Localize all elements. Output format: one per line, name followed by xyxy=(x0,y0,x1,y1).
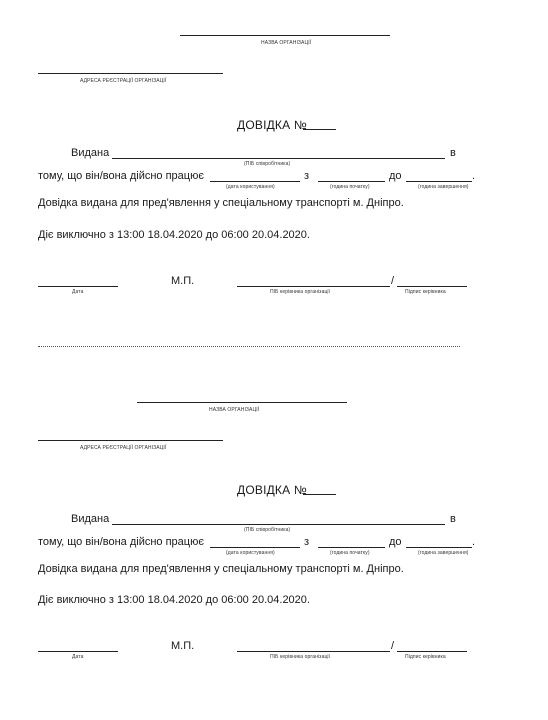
to-word: до xyxy=(389,170,402,182)
issued-label: Видана xyxy=(71,513,110,525)
org-address-caption: АДРЕСА РЕЄСТРАЦІЇ ОРГАНІЗАЦІЇ xyxy=(80,78,167,84)
start-time-caption: (година початку) xyxy=(330,550,370,556)
end-time-field[interactable] xyxy=(406,181,472,182)
usage-date-caption: (дата користування) xyxy=(226,550,275,556)
end-period: . xyxy=(472,536,476,548)
head-signature-field[interactable] xyxy=(397,651,467,652)
start-time-caption: (година початку) xyxy=(330,184,370,190)
certificate-form-1 xyxy=(0,0,548,300)
start-time-field[interactable] xyxy=(318,181,385,182)
validity-text: Діє виключно з 13:00 18.04.2020 до 06:00 20.04.2020. xyxy=(38,594,310,606)
head-signature-field[interactable] xyxy=(397,286,467,287)
employee-name-field[interactable] xyxy=(112,524,445,525)
date-sign-caption: Дата xyxy=(72,654,84,660)
validity-text: Діє виключно з 13:00 18.04.2020 до 06:00 20.04.2020. xyxy=(38,229,310,241)
head-signature-caption: Підпис керівника xyxy=(405,289,446,295)
end-time-caption: (година завершення) xyxy=(418,184,469,190)
from-word: з xyxy=(304,536,310,548)
org-name-caption: НАЗВА ОРГАНІЗАЦІЇ xyxy=(209,407,260,413)
date-sign-field[interactable] xyxy=(38,286,118,287)
certificate-form-2 xyxy=(0,366,548,666)
stamp-label: М.П. xyxy=(171,275,195,287)
to-word: до xyxy=(389,536,402,548)
employee-name-caption: (ПІБ співробітника) xyxy=(244,161,291,167)
org-name-caption: НАЗВА ОРГАНІЗАЦІЇ xyxy=(261,40,312,46)
head-name-caption: ПІБ керівника організації xyxy=(270,289,331,295)
org-address-field[interactable] xyxy=(38,73,223,74)
works-text: тому, що він/вона дійсно працює xyxy=(38,536,204,548)
usage-date-field[interactable] xyxy=(210,181,300,182)
head-name-field[interactable] xyxy=(237,286,390,287)
purpose-text: Довідка видана для пред'явлення у спеціальному транспорті м. Дніпро. xyxy=(38,563,404,575)
org-name-field[interactable] xyxy=(180,35,390,36)
end-period: . xyxy=(472,170,476,182)
end-time-caption: (година завершення) xyxy=(418,550,469,556)
employee-name-field[interactable] xyxy=(112,158,445,159)
certificate-title: ДОВІДКА № xyxy=(237,483,307,497)
slash: / xyxy=(391,275,395,287)
usage-date-field[interactable] xyxy=(210,547,300,548)
from-word: з xyxy=(304,170,310,182)
date-sign-field[interactable] xyxy=(38,651,118,652)
issued-label: Видана xyxy=(71,147,110,159)
purpose-text: Довідка видана для пред'явлення у спеціальному транспорті м. Дніпро. xyxy=(38,197,404,209)
stamp-label: М.П. xyxy=(171,640,195,652)
employee-name-caption: (ПІБ співробітника) xyxy=(244,527,291,533)
certificate-number-field[interactable] xyxy=(303,129,336,130)
org-name-field[interactable] xyxy=(137,402,347,403)
head-signature-caption: Підпис керівника xyxy=(405,654,446,660)
cut-line-divider xyxy=(38,346,460,347)
end-time-field[interactable] xyxy=(406,547,472,548)
issued-suffix: в xyxy=(450,513,456,525)
slash: / xyxy=(391,640,395,652)
issued-suffix: в xyxy=(450,147,456,159)
certificate-title: ДОВІДКА № xyxy=(237,118,307,132)
start-time-field[interactable] xyxy=(318,547,385,548)
head-name-caption: ПІБ керівника організації xyxy=(270,654,331,660)
works-text: тому, що він/вона дійсно працює xyxy=(38,170,204,182)
org-address-caption: АДРЕСА РЕЄСТРАЦІЇ ОРГАНІЗАЦІЇ xyxy=(80,445,167,451)
certificate-number-field[interactable] xyxy=(303,494,336,495)
org-address-field[interactable] xyxy=(38,440,223,441)
head-name-field[interactable] xyxy=(237,651,390,652)
date-sign-caption: Дата xyxy=(72,289,84,295)
usage-date-caption: (дата користування) xyxy=(226,184,275,190)
